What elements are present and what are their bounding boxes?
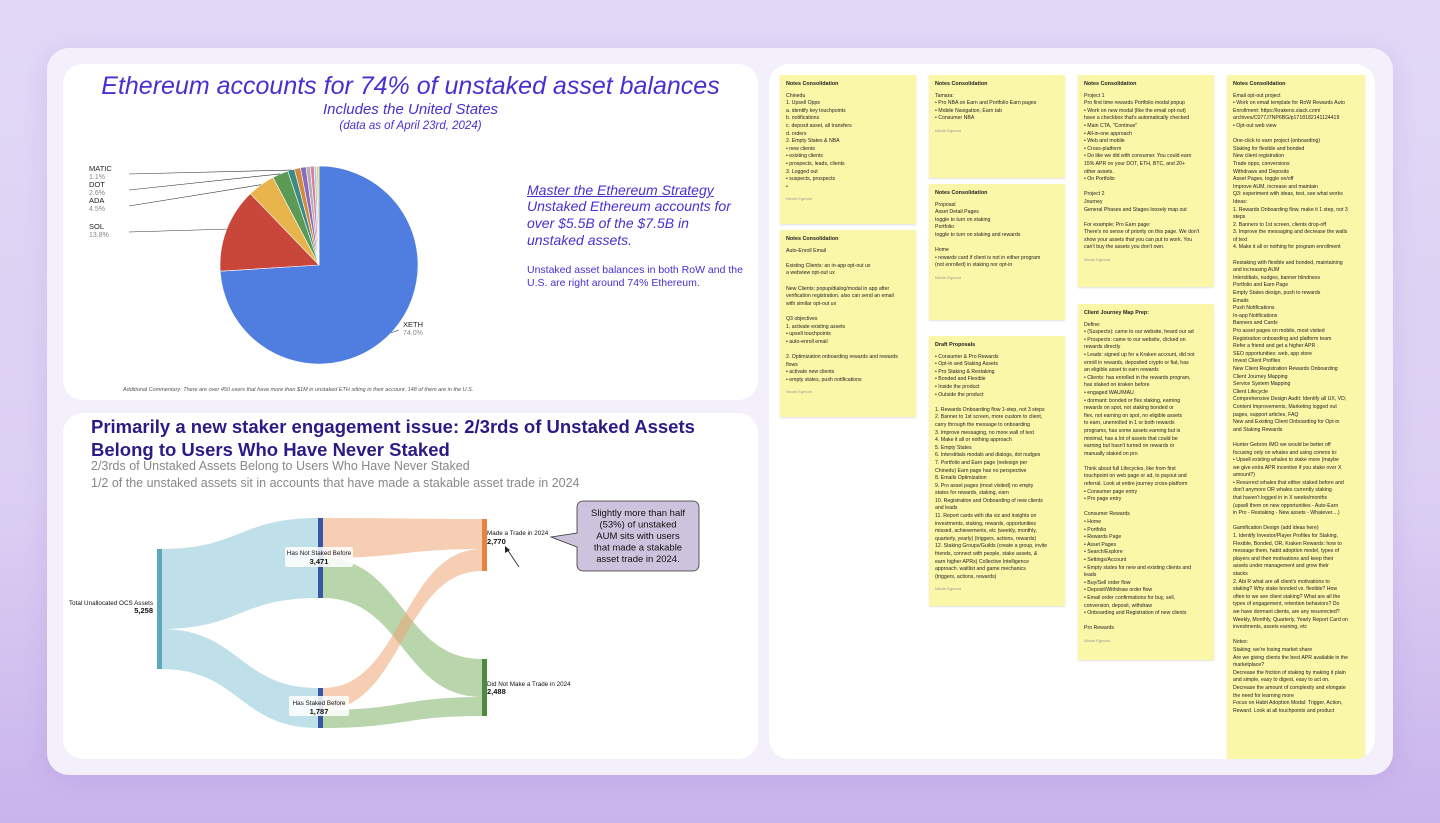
sticky-note-line: earn higher APRs) Collective Intelligence [935,558,1029,565]
sticky-note-line: 15% APR on your DOT, ETH, BTC, and 20+ [1084,160,1186,167]
sticky-note-line [1084,184,1208,192]
sticky-note[interactable] [929,184,1065,320]
sticky-note-line: approach. waitlist and game mechanics [935,566,1026,573]
sticky-note-line: New Client Registration Rewards Onboarding [1233,365,1338,372]
sticky-note-line: 4. Make it all or nothing approach [935,437,1012,444]
pie-leader-line [129,229,227,232]
sticky-note-line: Email opt-out project [1233,92,1281,99]
sticky-note-line: rewards directly [1084,344,1121,351]
sticky-note-line: 11. Report cards with dta viz and insights on [935,513,1037,520]
pie-label: ADA [89,196,105,205]
sticky-note-line: 2. Abi R what are all client's motivations to [1233,578,1330,585]
sticky-note-line [1233,518,1359,526]
sticky-note-line: 9. Pro asset pages (most visited) no empty [935,482,1034,489]
sticky-note-line: • Portfolio [1084,526,1107,533]
sticky-note-line [786,255,910,263]
sticky-note-line: • Asset Pages [1084,541,1117,548]
sticky-note-line: touchpoint on web page or ad, to payout and [1084,473,1187,480]
sticky-note-line: • All-in-one approach [1084,130,1132,137]
sticky-note[interactable] [1078,304,1214,660]
sticky-note-line: of text [1233,236,1248,243]
sticky-note-line: Content Improvements, Marketing logged out [1233,403,1337,410]
callout-text: (53%) of unstaked [599,519,677,531]
sticky-note-line: General Phases and Stages loosely map out [1084,206,1187,213]
sticky-note-line: often to we see client staking? What are all the [1233,593,1341,600]
sticky-note-line: One-click to earn project (onboarding) [1233,138,1321,145]
sticky-note-line: don't anymore OR whales currently staking [1233,487,1332,494]
sticky-note-line [786,308,910,316]
sticky-note-line: 1. Upsell Opps [786,100,821,107]
sticky-note-line: • empty states, push notifications [786,376,862,383]
sticky-note-line: • On Portfolio [1084,176,1115,183]
sticky-note-line: Staking; we're losing market share [1233,646,1313,653]
sticky-note-line: 3. Improve messaging, no more wall of text [935,429,1034,436]
sticky-note-line: Project 1 [1084,92,1105,99]
sticky-note-author: Nicole Egmont [935,127,962,133]
sticky-note-line: Comprehensive Design Audit: Identify all UX, VD, [1233,396,1347,403]
sticky-note-line: marketplace? [1233,662,1265,669]
sticky-note-line: can't buy the assets you don't own. [1084,244,1165,251]
sankey-value-no-trade: 2,488 [487,687,506,696]
sticky-note-line: Push Notifications [1233,305,1275,312]
sticky-note-line: • Settings/Account [1084,557,1127,563]
sticky-note-line: Pro asset pages on mobile, most visited [1233,328,1325,334]
sticky-note-line [1233,434,1359,442]
sticky-note-line: Existing Clients: an in-app opt-out ux [786,262,871,269]
sticky-note-line: • Outside the product [935,391,984,398]
sticky-note[interactable] [1227,75,1365,759]
sticky-note-line: 8. Emails Optimization [935,475,987,482]
pie-value-label: 74.0% [403,330,423,337]
sticky-note-line: stacks [1233,571,1248,577]
sticky-note-line: 3. Logged out [786,168,818,175]
sticky-note-line: • Consumer NBA [935,115,975,122]
sticky-note-line: • Deposit/Withdraw order flow [1084,587,1153,594]
sticky-note-line: • upsell touchpoints [786,331,831,338]
sticky-note-line: • Leads: signed up for a Kraken account, did not [1084,351,1195,358]
sticky-note-line: New Clients: popup/dialog/modal in app after [786,285,890,292]
sankey-value-not-staked: 3,471 [309,557,329,566]
sticky-note-line: Staking for flexible and bonded [1233,145,1305,152]
sticky-note-line: that haven't logged in in X weeks/months [1233,495,1328,502]
slide-title: Ethereum accounts for 74% of unstaked asset balances [101,72,720,100]
sticky-note-line: manually staked on pro [1084,450,1138,457]
sticky-note-line: and Staking Rewards [1233,426,1283,433]
sticky-note-line: 2. Optimization onboarding rewards and rewards [786,353,898,360]
pie-label: SOL [89,222,105,231]
sticky-note-line: verification registration. also can send an email [786,293,894,300]
sticky-note-line: • Buy/Sell order flow [1084,579,1131,586]
sticky-note-line: Focus on Habit Adoption Modal: Trigger, Action, [1233,700,1343,707]
sticky-note-line: Improve AUM, increase and maintain [1233,183,1319,190]
sticky-note-line: 12. Staking Groups/Guilds (create a group, invite [935,543,1048,550]
sticky-note-line: enroll in rewards, deposited crypto or fiat, has [1084,359,1189,366]
sticky-note-line: amount?) [1233,472,1255,479]
sticky-note-line: other assets. [1084,168,1114,175]
sticky-note-line: investments, staking, rewards, opportunities [935,520,1036,527]
slide-subtitle-1: 2/3rds of Unstaked Assets Belong to Users Who Have Never Staked [91,459,470,473]
callout-text: asset trade in 2024. [596,554,680,565]
sticky-note-line: Proposal [935,201,956,208]
sticky-note-line: • Email order confirmations for buy, sell, [1084,594,1176,601]
sticky-note-line: Client Lifecycle [1233,388,1268,395]
sticky-note[interactable] [929,336,1065,606]
sankey-label-staked: Has Staked Before [292,700,346,707]
sticky-note-line: Interstitials, nudges, banner blindness [1233,274,1321,281]
sticky-note-line: leads [1084,572,1097,579]
sticky-note-line: 1. activate existing assets [786,323,846,330]
sticky-note-line: investments, assets earning, etc [1233,624,1308,631]
sticky-note-line: flex, not earning on spot, no eligible assets [1084,412,1183,419]
sankey-label-no-trade: Did Not Make a Trade in 2024 [487,681,571,688]
sticky-note-line: c. deposit asset, all transfers [786,122,852,129]
callout-text: AUM sits with users [596,531,680,542]
slide-staker-engagement[interactable] [63,413,758,759]
sticky-note-line: • Rewards Page [1084,534,1122,541]
sticky-note-line [1233,252,1359,260]
sticky-note-line: Gamification Design (add ideas here) [1233,525,1319,532]
sticky-note-line: quarterly, yearly) (triggers, actions, rewards) [935,535,1037,542]
sticky-note-title: Notes Consolidation [1084,81,1137,87]
sticky-note-line: Asset Detail Pages [935,209,979,216]
sticky-note-line: Q3 objectives [786,315,818,322]
sticky-note-line: • engaged WAU/MAU [1084,389,1134,396]
sticky-note-line: (triggers, actions, rewards) [935,573,997,580]
sticky-note-author: Nicole Egmont [1084,257,1111,263]
sticky-note-line: • activate new clients [786,369,835,376]
sticky-note-line: Project 2 [1084,191,1105,198]
sticky-note-line: • Pro Staking & Restaking [935,368,995,375]
sticky-note-line: Banners and Cards [1233,320,1278,327]
sticky-note-title: Notes Consolidation [935,81,988,87]
sticky-note-author: Nicole Egmont [786,196,813,202]
sticky-note-line: pages, support articles, FAQ [1233,411,1299,418]
sankey-label-total: Total Unallocated OCS Assets [69,600,153,607]
sticky-note-line: Weekly, Monthly, Quarterly, Yearly Report Card on [1233,616,1348,623]
node-total-bar [157,549,162,669]
sticky-note-line: and simple, easy to digest, easy to act on. [1233,677,1330,684]
sticky-note-line: 3. Improve the messaging and decrease the walls [1233,229,1348,236]
sticky-note-line: Auto-Enroll Email [786,247,827,254]
sticky-note-line: carry through the message to onboarding [935,421,1030,428]
sticky-note-line: • Upsell existing whales to stake more (maybe [1233,457,1339,464]
sticky-note-line: 2. Empty States & NBA [786,138,840,145]
sticky-note-line: (upsell them on new opportunities - Auto-Earn [1233,502,1339,509]
sticky-note-line: Portfolio and Earn Page [1233,282,1289,289]
sticky-note-line: a webview opt-out ux [786,270,835,277]
sticky-note-line: Ideas: [1233,198,1248,205]
sticky-note-line [786,278,910,286]
pie-label: DOT [89,180,105,189]
sticky-note-line: New and Existing Client Onboarding for Opt-in [1233,419,1340,426]
sticky-note-line: an eligible asset to earn rewards [1084,367,1159,374]
pie-value-label: 13.8% [89,232,109,239]
sankey-label-not-staked: Has Not Staked Before [286,550,352,557]
sticky-note-line [1233,131,1359,139]
sticky-note-line: • (Suspects): came to our website, heard our ad [1084,329,1194,336]
sticky-note-line: Tamara: [935,92,954,99]
sticky-note-line: Q3: experiment with ideas, test, see what works [1233,191,1343,198]
pie-label: XETH [403,320,424,329]
sticky-note-line: • Opt-out web view [1233,122,1277,129]
sticky-note-line [786,346,910,354]
sticky-note-line: Notes: [1233,639,1248,646]
sticky-note[interactable] [780,75,916,224]
sticky-note-title: Draft Proposals [935,342,976,348]
sticky-note-line: 10. Registration and Onboarding of new clients [935,497,1043,504]
sticky-note-line: toggle to turn on staking and rewards [935,231,1021,238]
sticky-note-line [1084,504,1208,512]
sticky-note-line: Portfolio [935,224,955,231]
sticky-note-line: In-app Notifications [1233,312,1278,319]
pie-leader-line [129,170,291,174]
sticky-note-line: assets under management and grow their [1233,563,1329,570]
sticky-note-line: • Mobile Navigation, Earn tab [935,107,1002,114]
sticky-note-line: in Pro - Restaking - New assets - Whatever....) [1233,510,1340,517]
sticky-note[interactable] [1078,75,1214,287]
sticky-note-line: • [786,183,788,190]
slide-subtitle-date: (data as of April 23rd, 2024) [339,120,482,132]
callout-text: Slightly more than half [591,508,685,519]
master-strategy-text: Unstaked Ethereum accounts for over $5.5B of the $7.5B in unstaked assets. [527,198,731,248]
sticky-note-line: Reward. Look at all touchpoints and product [1233,707,1335,714]
sticky-note-line [935,399,1059,407]
sticky-note-line [1084,458,1208,466]
additional-commentary: Additional Commentary: There are over 450 users that have more than $1M in unstaked ETH sitting in their account. 148 of them are in the U.S. [123,387,474,393]
sticky-note-line: Registration onboarding and platform team [1233,335,1332,342]
sticky-note-line: SEO opportunities: web, app store [1233,350,1313,357]
sticky-note-author: Nicole Egmont [935,274,962,280]
sticky-note-line: we give extra APR incentive if you stake over X [1233,464,1342,471]
sticky-note-line: (not enrolled) in staking nor opt-in [935,262,1013,269]
sticky-note-line: Pro Rewards [1084,625,1114,632]
sticky-note-line: For example; Pro Earn page: [1084,221,1151,228]
sticky-note-line: • Prospects: came to our website, clicked on [1084,336,1186,343]
sticky-note-line: a. identify key touchpoints [786,107,846,114]
sankey-value-trade: 2,770 [487,537,506,546]
sticky-note-line: b. notifications [786,115,820,122]
sticky-note-line: to earn, unenrolled in 1 or both rewards [1084,420,1175,427]
sticky-note-line: • Bonded and Flexible [935,376,986,383]
pie-value-label: 4.5% [89,206,105,213]
callout-text: that made a stakable [593,542,683,554]
slide-subtitle-2: 1/2 of the unstaked assets sit in accounts that have made a stakable asset trade in 2024 [91,476,580,490]
sticky-note-line: with similar opt-out ux [786,300,837,307]
sticky-note-line: have a checkbox that's automatically checked [1084,115,1190,122]
sticky-note-line: Define: [1084,321,1101,328]
sticky-note-line: • Pro page entry [1084,496,1122,503]
sticky-note-line: archives/C077J7NP6BG/p1718182141124419 [1233,115,1340,122]
callout-arrow [507,549,519,567]
sticky-note-line [1233,632,1359,640]
sticky-note-line: • Opt-in and Staking Assets [935,361,998,368]
sticky-note-line: Pro first time rewards Portfolio modal popup [1084,100,1185,107]
sticky-note-line: focusing only on whales and using comms to: [1233,449,1338,456]
sticky-note-line: • Search/Explore [1084,549,1123,556]
sticky-note-line: Refer a friend and get a higher APR [1233,343,1316,350]
row-us-text: Unstaked asset balances in both RoW and the U.S. are right around 74% Ethereum. [527,264,743,289]
sticky-note-line: minimal, has a lot of assets that could be [1084,435,1178,442]
sticky-note-line: show your assets that you can put to work. You [1084,236,1193,243]
sticky-note-line: • Onboarding and Registration of new clients [1084,610,1187,617]
sticky-note[interactable] [780,230,916,417]
sticky-note-line: the need for learning more [1233,692,1294,699]
sticky-note-line: • dormant: bonded or flex staking, earning [1084,397,1181,404]
sticky-note-line: Restaking with flexible and bonded, maintaining [1233,259,1343,266]
slide-ethereum-unstaked[interactable] [63,64,758,400]
sticky-note-line: Consumer Rewards [1084,511,1130,518]
sticky-note-line: • existing clients [786,153,823,160]
sticky-note-line: 1. Rewards Onboarding flow 1-step, not 3 steps [935,406,1045,413]
sticky-note-line: flows [786,361,798,368]
sticky-note-line [935,240,1059,248]
sticky-note-line: • Resurrect whales that either staked before and [1233,479,1344,486]
sticky-notes-panel[interactable] [769,64,1375,759]
sticky-note-line: 1. Identify Investor/Player Profiles for Staking, [1233,533,1338,540]
pie-value-label: 1.1% [89,174,105,181]
sticky-note-line: states for rewards, staking, earn [935,490,1009,497]
sticky-note-line: • Consumer & Pro Rewards [935,353,999,360]
sticky-note-line [1084,618,1208,626]
sankey-label-trade: Made a Trade in 2024 [487,530,549,537]
sticky-note-line: Enrollment: https://krakenx.slack.com/ [1233,107,1321,114]
sticky-note-line: and increasing AUM [1233,267,1280,274]
sticky-note-line: message them, habit adoption model, types of [1233,548,1340,555]
sticky-note-line: friends, connect with people, stake assets, & [935,551,1038,558]
sticky-note-line: 4. Make it all or nothing for program enrollment [1233,244,1341,251]
pie-value-label: 2.6% [89,190,105,197]
flow-total-to-not-staked [161,518,318,629]
sticky-note-line: • Pro NBA on Earn and Portfolio Earn pages [935,100,1037,107]
sticky-note-line: missed, achievements, etc (weekly, monthly, [935,528,1037,535]
sticky-note-line: Think about full Lifecycles, like from first [1084,465,1176,472]
master-strategy-link[interactable]: Master the Ethereum Strategy [527,182,714,198]
sticky-note-line: staking? Why stake bonded vs. flexible? How [1233,586,1338,593]
sticky-note-line: Decrease the friction of staking by making it plain [1233,669,1346,676]
pie-label: MATIC [89,164,112,173]
sticky-note-line: Are we giving clients the best APR available in the [1233,654,1349,661]
sticky-note-line: we have dormant clients, are any resurrected? [1233,608,1340,615]
sticky-note-line: programs, has some assets earning but is [1084,427,1181,434]
sticky-note-author: Nicole Egmont [786,389,813,395]
sticky-note-line: • Web and mobile [1084,138,1125,145]
sticky-note-line: Hunter Gebron IMO we would be better off [1233,441,1331,448]
sticky-note-line: • Main CTA, "Continue" [1084,122,1138,129]
sticky-note-line: 2. Banner to 1st screen, more custom to client, [935,414,1043,421]
sticky-note-line: Empty States design, push to rewards [1233,290,1321,297]
sticky-note-line: • Empty states for new and existing clients and [1084,564,1192,571]
sticky-note-author: Nicole Egmont [935,586,962,592]
sticky-note-line: Decrease the amount of complexity and elongate [1233,684,1346,691]
sticky-note-line: Flexible, Bonded, OR, Kraken Rewards: how to [1233,540,1342,547]
sticky-note-line: • prospects, leads, clients [786,160,845,167]
sticky-note-line: Journey [1084,198,1103,205]
sticky-note-line: • Clients: has enrolled in the rewards program, [1084,374,1191,381]
sticky-note-line: 5. Empty States [935,444,972,451]
sticky-note-line: • Cross-platform [1084,145,1122,152]
sticky-note-line: There's no sense of priority on this page. We don't [1084,229,1200,236]
sticky-note-line: Asset Pages, toggle on/off [1233,176,1294,183]
slide-subtitle: Includes the United States [322,101,499,118]
sticky-note-title: Client Journey Map Prep: [1084,310,1149,316]
sankey-value-staked: 1,787 [309,707,329,716]
sticky-note-line: • auto-enroll email [786,338,828,345]
sticky-note-line: • Inside the product [935,383,980,390]
sticky-note[interactable] [929,75,1065,178]
sticky-note-line: players and their motivations and keep their [1233,555,1334,562]
sticky-note-line: d. orders [786,130,807,137]
sticky-note-line: 7. Portfolio and Earn page (redesign per [935,459,1028,466]
sticky-note-line: earning but hasn't turned on rewards or [1084,443,1175,450]
sticky-note-line: • Work on email template for RoW Rewards Auto [1233,100,1345,107]
sticky-note-line: • Do like we did with consumer. You could earn [1084,153,1192,160]
sankey-chart [63,413,758,759]
sticky-note-line: Client Journey Mapping [1233,373,1288,380]
sticky-note-line: • Home [1084,519,1102,526]
sticky-note-line: toggle to turn on staking [935,216,991,223]
sticky-note-line: Chinedu) Earn page has no perspective [935,467,1027,474]
sticky-note-line: types of engagement, retention behaviors? Do [1233,601,1340,608]
sticky-note-line: Withdraws and Deposits [1233,168,1289,175]
sticky-note-line: • Work on new modal (like the email opt-out) [1084,107,1186,114]
sticky-note-line: 6. Interstitials modals and dialogs, dot nudges [935,452,1041,459]
sticky-note-line: referral. Look at entire journey cross-platform [1084,481,1188,488]
sticky-note-line: Service System Mapping [1233,381,1291,388]
sticky-note-line: rewards on spot, not staking bonded or [1084,405,1174,412]
sticky-note-line: • Consumer page entry [1084,488,1138,495]
sticky-note-line: 2. Banners to 1st screen, clients drop-off [1233,221,1327,228]
sticky-note-title: Notes Consolidation [1233,81,1286,87]
sticky-note-line: conversion, deposit, withdraw [1084,602,1153,609]
sticky-note-line: • new clients [786,145,815,152]
sticky-note-line: steps [1233,214,1246,221]
sticky-note-line: has staked on kraken before [1084,382,1150,389]
sankey-value-total: 5,258 [134,606,153,615]
slide-title: Primarily a new staker engagement issue: 2/3rds of Unstaked Assets Belong to Users Who Have Never Staked [91,416,695,460]
sticky-note-line: Invest Client Profiles [1233,358,1281,365]
sticky-note-line: Home [935,247,949,254]
sticky-note-author: Nicole Egmont [1084,637,1111,643]
sticky-note-line: Emails [1233,297,1249,304]
sticky-note-title: Notes Consolidation [786,81,839,87]
sticky-note-line: 1. Rewards Onboarding flow, make it 1 step, not 3 [1233,206,1348,213]
sticky-note-line: • suspects, prospects [786,176,836,183]
sticky-note-line: • rewards card if client is not in either program [935,254,1041,261]
sticky-note-title: Notes Consolidation [935,190,988,196]
sticky-note-title: Notes Consolidation [786,236,839,242]
sticky-note-line: Chinedu [786,92,806,99]
sticky-note-line: New client registration [1233,153,1285,160]
sticky-note-line: Trade opps, conversions [1233,160,1290,167]
sticky-note-line: and leads [935,505,958,512]
sticky-note-line [1084,214,1208,222]
